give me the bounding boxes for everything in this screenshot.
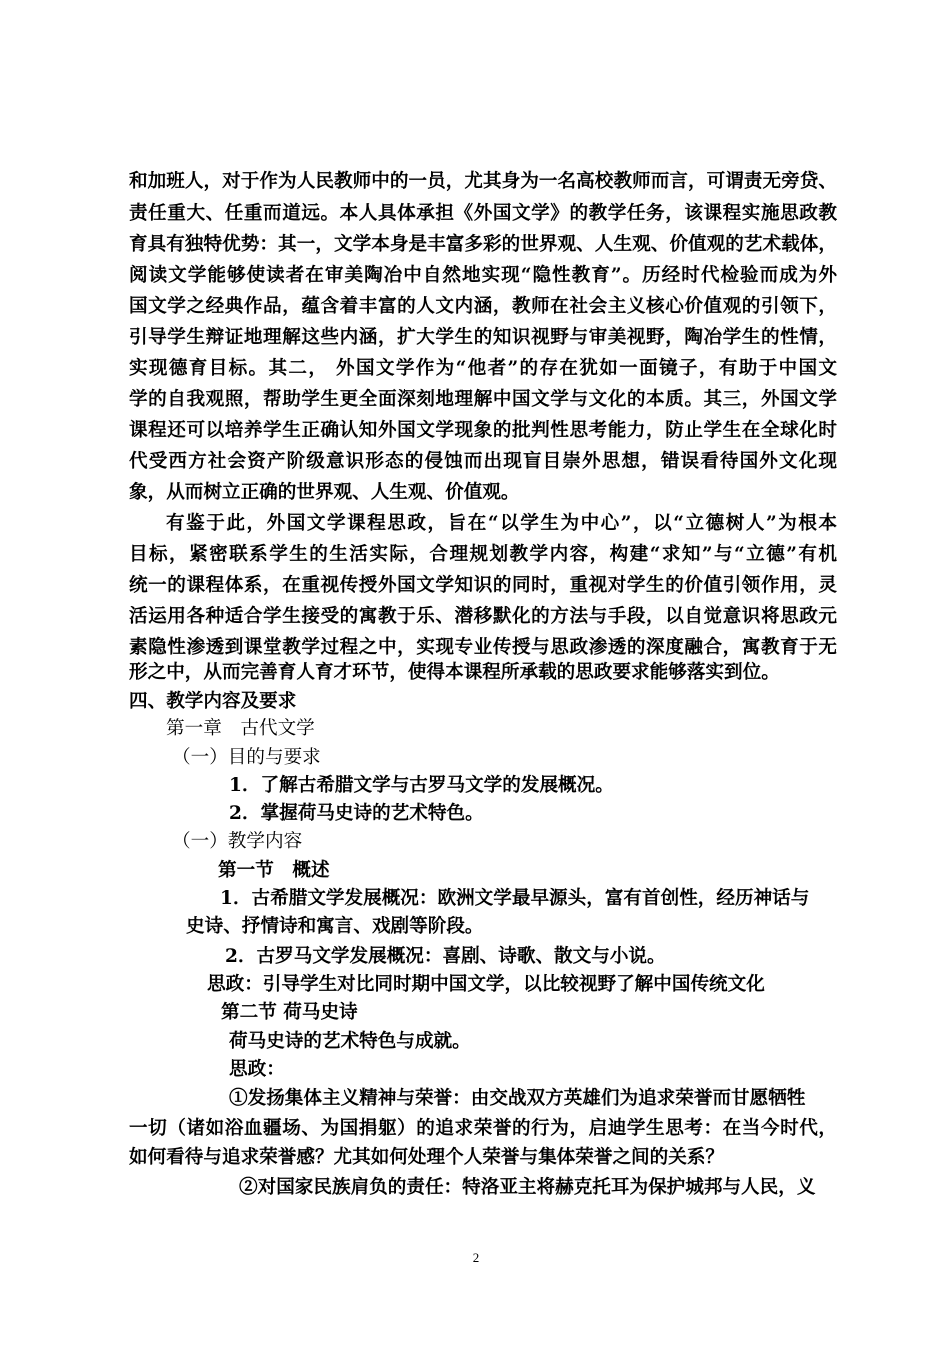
text-line: 学的自我观照，帮助学生更全面深刻地理解中国文学与文化的本质。其三，外国文学 (129, 389, 837, 410)
text-line: 育具有独特优势：其一，文学本身是丰富多彩的世界观、人生观、价值观的艺术载体， (129, 234, 837, 255)
text-line: 素隐性渗透到课堂教学过程之中，实现专业传授与思政渗透的深度融合，寓教育于无 (129, 637, 837, 658)
text-line: 实现德育目标。其二， 外国文学作为“他者”的存在犹如一面镜子，有助于中国文 (129, 358, 837, 379)
text-line: 统一的课程体系，在重视传授外国文学知识的同时，重视对学生的价值引领作用，灵 (129, 575, 837, 596)
text-line: 代受西方社会资产阶级意识形态的侵蚀而出现盲目崇外思想，错误看待国外文化现 (129, 451, 837, 472)
text-line: 和加班人，对于作为人民教师中的一员，尤其身为一名高校教师而言，可谓责无旁贷、 (129, 171, 837, 192)
page-number: 2 (472, 1250, 480, 1265)
text-line: 思政： (229, 1059, 285, 1080)
text-line: 史诗、抒情诗和寓言、戏剧等阶段。 (186, 916, 484, 937)
section-title: 第二节 荷马史诗 (221, 1002, 358, 1023)
text-line: 荷马史诗的艺术特色与成就。 (229, 1031, 471, 1052)
text-line: 活运用各种适合学生接受的寓教于乐、潜移默化的方法与手段，以自觉意识将思政元 (129, 606, 837, 627)
text-line: 形之中，从而完善育人育才环节，使得本课程所承载的思政要求能够落实到位。 (129, 662, 780, 683)
subsection-heading: （一）教学内容 (172, 831, 303, 852)
subsection-heading: （一）目的与要求 (172, 747, 321, 768)
text-line: 阅读文学能够使读者在审美陶冶中自然地实现“隐性教育”。历经时代检验而成为外 (129, 265, 837, 286)
text-line: 责任重大、任重而道远。本人具体承担《外国文学》的教学任务，该课程实施思政教 (129, 203, 837, 224)
text-line: 1．古希腊文学发展概况：欧洲文学最早源头，富有首创性，经历神话与 (220, 888, 810, 909)
section-heading: 四、教学内容及要求 (129, 691, 297, 712)
text-line: 一切（诸如浴血疆场、为国捐躯）的追求荣誉的行为，启迪学生思考：在当今时代， (129, 1118, 837, 1139)
text-line: 思政：引导学生对比同时期中国文学，以比较视野了解中国传统文化 (207, 974, 765, 995)
text-line: 国文学之经典作品，蕴含着丰富的人文内涵，教师在社会主义核心价值观的引领下， (129, 296, 837, 317)
text-line: 有鉴于此，外国文学课程思政，旨在“以学生为中心”，以“立德树人”为根本 (166, 513, 837, 534)
text-line: ①发扬集体主义精神与荣誉：由交战双方英雄们为追求荣誉而甘愿牺牲 (229, 1088, 806, 1109)
text-line: 引导学生辩证地理解这些内涵，扩大学生的知识视野与审美视野，陶冶学生的性情， (129, 327, 837, 348)
chapter-heading: 第一章 古代文学 (166, 718, 315, 739)
text-line: ②对国家民族肩负的责任：特洛亚主将赫克托耳为保护城邦与人民，义 (239, 1177, 816, 1198)
text-line: 课程还可以培养学生正确认知外国文学现象的批判性思考能力，防止学生在全球化时 (129, 420, 837, 441)
list-item: 2．掌握荷马史诗的艺术特色。 (229, 803, 484, 824)
text-line: 目标，紧密联系学生的生活实际，合理规划教学内容，构建“求知”与“立德”有机 (129, 544, 837, 565)
text-line: 象，从而树立正确的世界观、人生观、价值观。 (129, 482, 520, 503)
section-title: 第一节 概述 (218, 860, 330, 881)
text-line: 如何看待与追求荣誉感？尤其如何处理个人荣誉与集体荣誉之间的关系？ (129, 1147, 725, 1168)
list-item: 1．了解古希腊文学与古罗马文学的发展概况。 (229, 775, 614, 796)
text-line: 2．古罗马文学发展概况：喜剧、诗歌、散文与小说。 (225, 946, 666, 967)
